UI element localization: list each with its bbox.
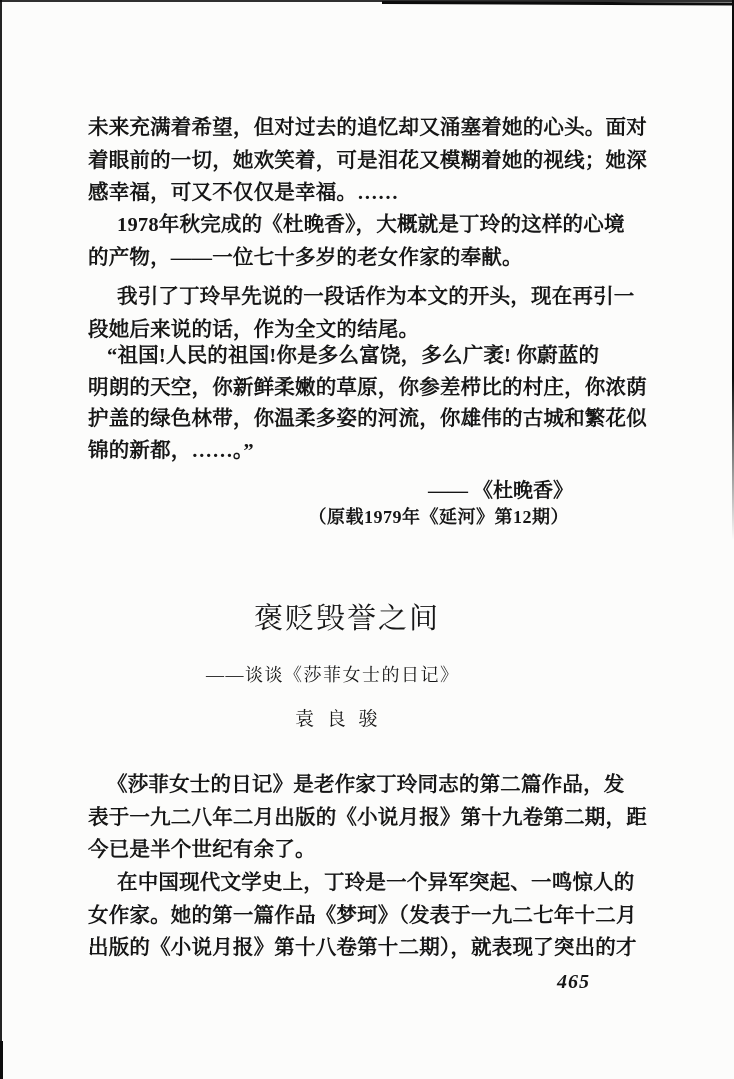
- text-line: 1978年秋完成的《杜晚香》，大概就是丁玲的这样的心境: [117, 214, 625, 236]
- article-paragraph-1: [88, 769, 688, 867]
- text-line: 明朗的天空，你新鲜柔嫩的草原，你参差栉比的村庄，你浓荫: [88, 376, 647, 399]
- quote-attribution: —— 《杜晚香》: [428, 480, 573, 502]
- text-line: 今已是半个世纪有余了。: [88, 839, 316, 861]
- scan-edge-top-right: [382, 1, 734, 6]
- prev-article-paragraph-1: [88, 112, 688, 210]
- source-note: （原载1979年《延河》第12期）: [308, 507, 569, 527]
- text-line: 段她后来说的话，作为全文的结尾。: [88, 318, 420, 341]
- text-line: 感幸福，可又不仅仅是幸福。……: [88, 182, 399, 204]
- scan-edge-bottom-left: [0, 1041, 3, 1079]
- text-line: 锦的新都，……。”: [88, 439, 254, 462]
- prev-article-paragraph-3: [88, 281, 688, 346]
- text-line: 在中国现代文学史上，丁玲是一个异军突起、一鸣惊人的: [117, 872, 635, 894]
- text-line: 表于一九二八年二月出版的《小说月报》第十九卷第二期，距: [88, 806, 647, 829]
- text-line: 未来充满着希望，但对过去的追忆却又涌塞着她的心头。面对: [88, 117, 647, 139]
- quoted-passage: [88, 341, 688, 467]
- text-line: 我引了丁玲早先说的一段话作为本文的开头，现在再引一: [117, 286, 635, 308]
- text-line: 着眼前的一切，她欢笑着，可是泪花又模糊着她的视线；她深: [88, 149, 647, 172]
- article-author: 袁 良 骏: [295, 709, 382, 730]
- scan-edge-left: [0, 0, 2, 1079]
- prev-article-paragraph-2: [88, 209, 688, 274]
- page-number: 465: [557, 971, 590, 993]
- text-line: 《莎菲女士的日记》是老作家丁玲同志的第二篇作品，发: [107, 774, 625, 796]
- article-subtitle: ——谈谈《莎菲女士的日记》: [206, 665, 460, 685]
- text-line: 女作家。她的第一篇作品《梦珂》（发表于一九二七年十二月: [88, 904, 637, 927]
- article-paragraph-2: [88, 867, 688, 965]
- text-line: 的产物，——一位七十多岁的老女作家的奉献。: [88, 246, 523, 269]
- text-line: “祖国!人民的祖国!你是多么富饶，多么广袤! 你蔚蓝的: [107, 345, 600, 367]
- text-line: 护盖的绿色林带，你温柔多姿的河流，你雄伟的古城和繁花似: [88, 408, 647, 430]
- text-line: 出版的《小说月报》第十八卷第十二期），就表现了突出的才: [88, 937, 637, 959]
- article-title: 褒贬毁誉之间: [253, 603, 440, 635]
